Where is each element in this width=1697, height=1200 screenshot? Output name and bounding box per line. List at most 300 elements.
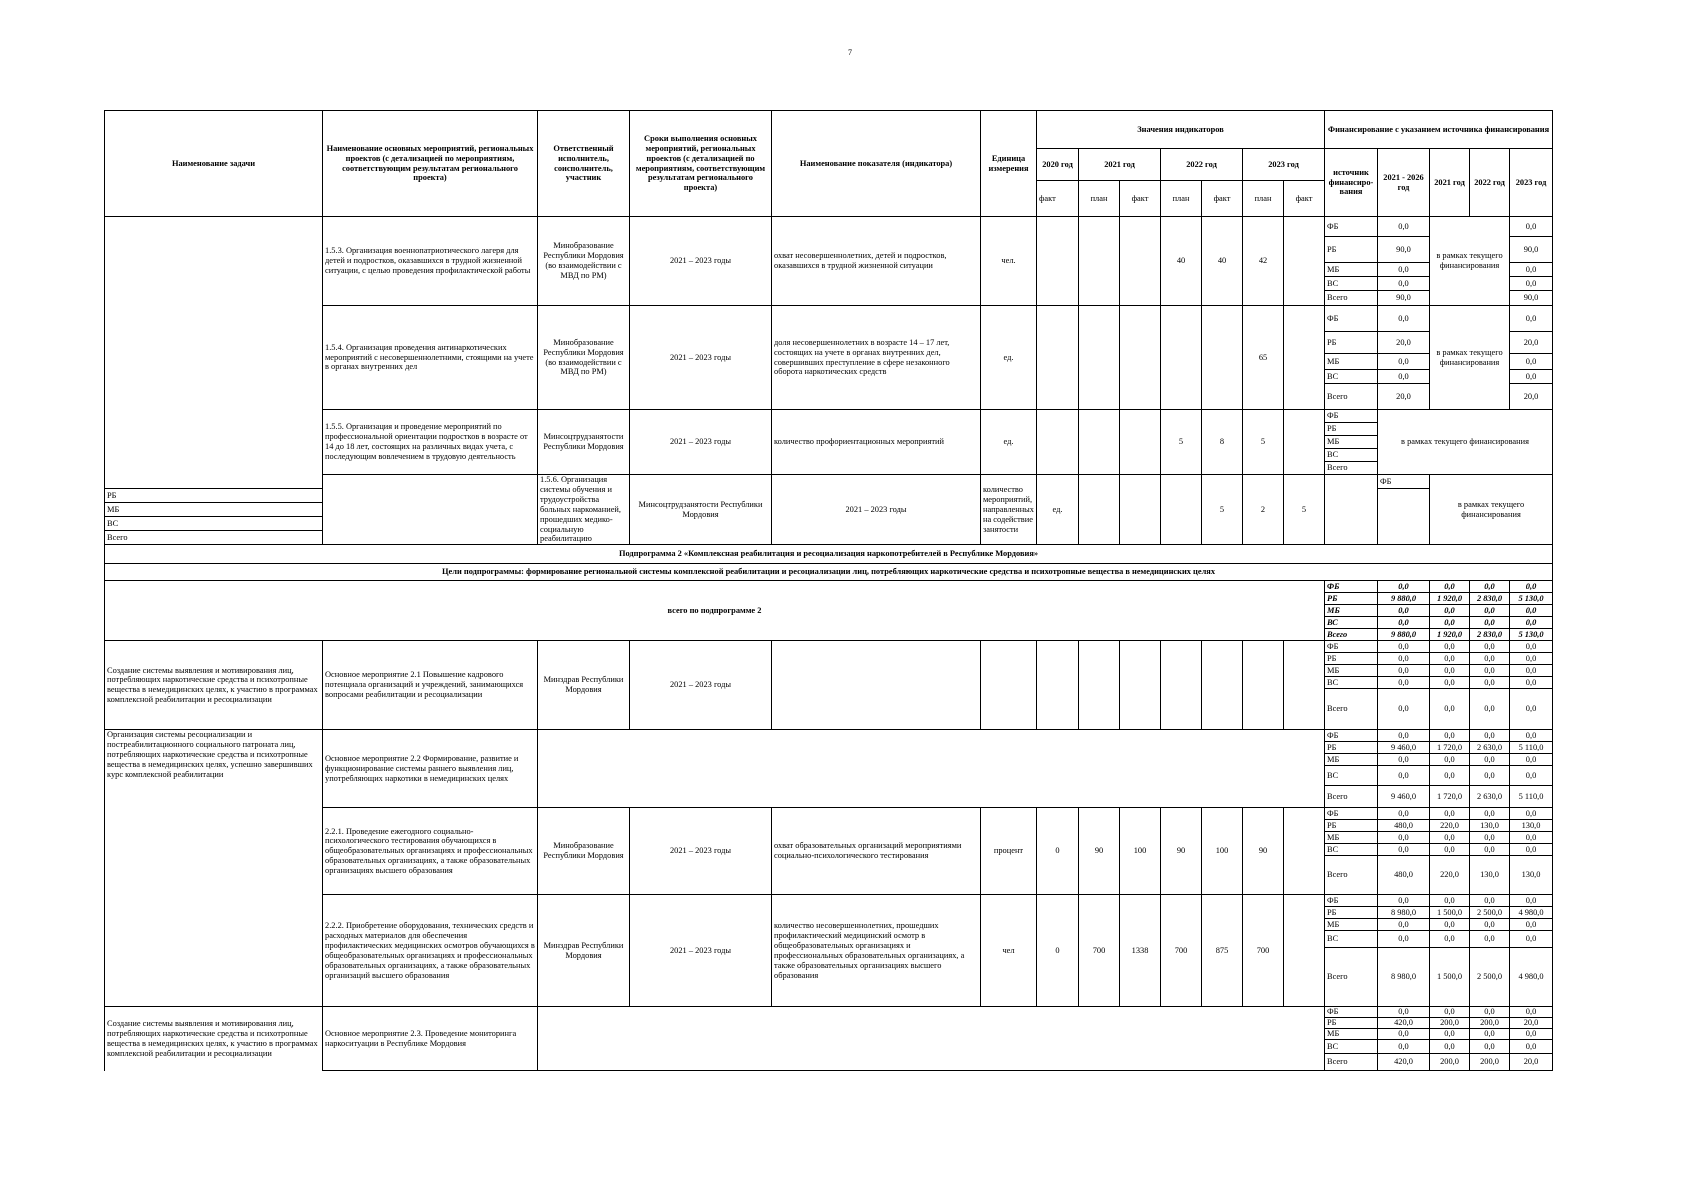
fin-2023: 0,0 <box>1510 263 1553 277</box>
header-plan-2021: план <box>1079 181 1120 217</box>
fin-total: 0,0 <box>1378 766 1430 786</box>
fin-source: Всего <box>1325 291 1378 306</box>
fin-2022: 0,0 <box>1470 581 1510 593</box>
fin-2021: 0,0 <box>1430 641 1470 653</box>
fin-2021: 0,0 <box>1430 1029 1470 1040</box>
terms-2-1: 2021 – 2023 годы <box>630 641 772 730</box>
fin-source: ВС <box>1325 844 1378 856</box>
fin-2022: 0,0 <box>1470 641 1510 653</box>
executor-1-5-4: Минобразование Республики Мордовия (во взаимодействии с МВД по РМ) <box>538 306 630 410</box>
task-cell-empty <box>105 217 323 489</box>
measure-2-2-1: 2.2.1. Проведение ежегодного социально-психологического тестирования обучающихся в общеобразовательных организациях и профессиональных образовательных организациях, а также образовательных организациях высшего образования <box>323 808 538 895</box>
fin-source: ФБ <box>1325 641 1378 653</box>
value-cell <box>1120 641 1161 730</box>
fact-2022-1-5-6: 2 <box>1243 475 1284 545</box>
fin-source: МБ <box>1325 263 1378 277</box>
executor-1-5-6: Минсоцтрудзанятости Республики Мордовия <box>630 475 772 545</box>
measure-2-3: Основное мероприятие 2.3. Проведение мониторинга наркоситуации в Республике Мордовия <box>323 1007 538 1071</box>
fin-2021: 0,0 <box>1430 617 1470 629</box>
fin-2022: 0,0 <box>1470 605 1510 617</box>
fin-total: 0,0 <box>1378 832 1430 844</box>
task-2-3: Создание системы выявления и мотивирования лиц, потребляющих наркотические средства и психотропные вещества в немедицинских целях, к участию в программах комплексной реабилитации и ресоциализации <box>105 1007 323 1071</box>
fin-source: ВС <box>1325 1040 1378 1054</box>
fin-2023: 0,0 <box>1510 895 1553 907</box>
fin-source: МБ <box>1325 832 1378 844</box>
fin-2022: 0,0 <box>1470 895 1510 907</box>
fin-2021: 0,0 <box>1430 766 1470 786</box>
header-measures: Наименование основных мероприятий, региональных проектов (с детализацией по мероприятиям, соответствующим результатам регионального проекта) <box>323 111 538 217</box>
fin-2023: 4 980,0 <box>1510 907 1553 919</box>
fin-source: МБ <box>105 503 323 517</box>
subprogram-2-title: Подпрограмма 2 «Комплексная реабилитация и ресоциализация наркопотребителей в Республике Мордовия» <box>105 545 1553 564</box>
fin-total: 0,0 <box>1378 263 1430 277</box>
measure-2-3-blank <box>538 1007 1325 1071</box>
fin-2021: 0,0 <box>1430 653 1470 665</box>
fin-source: ФБ <box>1325 410 1378 423</box>
fin-2023: 0,0 <box>1510 306 1553 332</box>
fin-2021: 0,0 <box>1430 1040 1470 1054</box>
fin-2023: 20,0 <box>1510 1054 1553 1071</box>
fin-2023: 0,0 <box>1510 581 1553 593</box>
header-2022: 2022 год <box>1161 149 1243 181</box>
fin-total: 480,0 <box>1378 820 1430 832</box>
header-f2022: 2022 год <box>1470 149 1510 217</box>
fin-2023: 0,0 <box>1510 931 1553 948</box>
plan-2022-1-5-6: 5 <box>1202 475 1243 545</box>
fin-2023: 0,0 <box>1510 832 1553 844</box>
executor-1-5-3: Минобразование Республики Мордовия (во взаимодействии с МВД по РМ) <box>538 217 630 306</box>
fin-2021: 1 500,0 <box>1430 907 1470 919</box>
measure-1-5-4: 1.5.4. Организация проведения антинаркотических мероприятий с несовершеннолетними, стоящими на учете в органах внутренних дел <box>323 306 538 410</box>
fin-2022: 2 830,0 <box>1470 593 1510 605</box>
fin-total: 0,0 <box>1378 844 1430 856</box>
plan-2023-1-5-4: 65 <box>1243 306 1284 410</box>
fin-2022: 0,0 <box>1470 653 1510 665</box>
fin-2022: 130,0 <box>1470 820 1510 832</box>
plan-2022-1-5-3: 40 <box>1161 217 1202 306</box>
fin-total: 0,0 <box>1378 677 1430 689</box>
fin-2023: 0,0 <box>1510 730 1553 742</box>
terms-2-2-2: 2021 – 2023 годы <box>630 895 772 1007</box>
fin-2021: 0,0 <box>1430 832 1470 844</box>
fin-2022: 0,0 <box>1470 832 1510 844</box>
fin-source: МБ <box>1325 605 1378 617</box>
fin-total: 20,0 <box>1378 332 1430 354</box>
fact-2022-2-2-2: 875 <box>1202 895 1243 1007</box>
fin-total: 0,0 <box>1378 217 1430 237</box>
fin-2021: 0,0 <box>1430 730 1470 742</box>
value-cell <box>1037 306 1079 410</box>
indicator-1-5-6: количество мероприятий, направленных на содействие занятости <box>981 475 1037 545</box>
fin-source: ВС <box>1325 277 1378 291</box>
fin-2023: 0,0 <box>1510 605 1553 617</box>
fin-total: 0,0 <box>1378 354 1430 370</box>
unit-1-5-3: чел. <box>981 217 1037 306</box>
fin-2021: 0,0 <box>1430 689 1470 730</box>
fin-2023: 0,0 <box>1510 354 1553 370</box>
fin-total: 0,0 <box>1378 689 1430 730</box>
fin-2022: 0,0 <box>1470 1007 1510 1018</box>
fin-source: МБ <box>1325 1029 1378 1040</box>
fin-2021: 200,0 <box>1430 1018 1470 1029</box>
fin-total: 0,0 <box>1378 919 1430 931</box>
measure-2-2: Основное мероприятие 2.2 Формирование, развитие и функционирование системы раннего выявления лиц, употребляющих наркотики в немедицинских целях <box>323 730 538 808</box>
unit-2-2-1: процент <box>981 808 1037 895</box>
fin-source: Всего <box>105 531 323 545</box>
fin-2022: 0,0 <box>1470 689 1510 730</box>
indicator-2-2-1: охват образовательных организаций мероприятиями социально-психологического тестирования <box>772 808 981 895</box>
indicator-1-5-4: доля несовершеннолетних в возрасте 14 – 17 лет, состоящих на учете в органах внутренних дел, совершивших преступление в сфере незаконного оборота наркотических средств <box>772 306 981 410</box>
header-plan-2023: план <box>1243 181 1284 217</box>
fin-source: МБ <box>1325 436 1378 449</box>
fact-2022-1-5-5: 8 <box>1202 410 1243 475</box>
terms-1-5-3: 2021 – 2023 годы <box>630 217 772 306</box>
fact-2020-2-2-2: 0 <box>1037 895 1079 1007</box>
fin-2023: 0,0 <box>1510 844 1553 856</box>
measure-2-1: Основное мероприятие 2.1 Повышение кадрового потенциала организаций и учреждений, занимающихся вопросами реабилитации и ресоциализации <box>323 641 538 730</box>
fin-total: 9 880,0 <box>1378 629 1430 641</box>
value-cell <box>1037 410 1079 475</box>
fin-2021: 0,0 <box>1430 1007 1470 1018</box>
fin-2022: 0,0 <box>1470 677 1510 689</box>
fin-total: 0,0 <box>1378 665 1430 677</box>
indicator-1-5-3: охват несовершеннолетних, детей и подростков, оказавшихся в трудной жизненной ситуации <box>772 217 981 306</box>
fin-source: РБ <box>105 489 323 503</box>
plan-2023-2-2-1: 90 <box>1243 808 1284 895</box>
fin-2021: 0,0 <box>1430 677 1470 689</box>
terms-1-5-4: 2021 – 2023 годы <box>630 306 772 410</box>
fin-2023: 130,0 <box>1510 856 1553 895</box>
fin-2023: 0,0 <box>1510 754 1553 766</box>
fin-source: Всего <box>1325 384 1378 410</box>
executor-2-1: Минздрав Республики Мордовия <box>538 641 630 730</box>
fin-source: Всего <box>1325 786 1378 808</box>
fin-source: РБ <box>1325 593 1378 605</box>
fin-total: 0,0 <box>1378 306 1430 332</box>
header-executor: Ответственный исполнитель, соисполнитель, участник <box>538 111 630 217</box>
value-cell <box>1079 217 1120 306</box>
fin-total: 90,0 <box>1378 291 1430 306</box>
value-cell <box>1079 641 1120 730</box>
page-number: 7 <box>848 48 852 57</box>
fin-2022: 2 630,0 <box>1470 786 1510 808</box>
executor-2-2-2: Минздрав Республики Мордовия <box>538 895 630 1007</box>
fin-2022: 2 500,0 <box>1470 907 1510 919</box>
fact-2022-2-2-1: 100 <box>1202 808 1243 895</box>
fin-2021: 1 920,0 <box>1430 629 1470 641</box>
fin-total: 0,0 <box>1378 605 1430 617</box>
executor-2-2-1: Минобразование Республики Мордовия <box>538 808 630 895</box>
measure-2-2-2: 2.2.2. Приобретение оборудования, технических средств и расходных материалов для обеспечения профилактических медицинских осмотров обучающихся в общеобразовательных организациях и профессиональных образовательных организациях, а также образовательных организаций высшего образования <box>323 895 538 1007</box>
fin-2021: 1 920,0 <box>1430 593 1470 605</box>
header-plan-2022: план <box>1161 181 1202 217</box>
fin-2023: 90,0 <box>1510 237 1553 263</box>
fin-source: Всего <box>1325 629 1378 641</box>
fin-2021: 0,0 <box>1430 919 1470 931</box>
fin-2023: 0,0 <box>1510 808 1553 820</box>
fin-total: 0,0 <box>1378 1040 1430 1054</box>
fin-2023: 0,0 <box>1510 689 1553 730</box>
unit-1-5-4: ед. <box>981 306 1037 410</box>
fin-2022: 0,0 <box>1470 665 1510 677</box>
header-2020: 2020 год <box>1037 149 1079 181</box>
fin-source: ФБ <box>1325 730 1378 742</box>
fin-2023: 0,0 <box>1510 665 1553 677</box>
header-finance-group: Финансирование с указанием источника финансирования <box>1325 111 1553 149</box>
fin-source: ФБ <box>1378 475 1430 489</box>
fin-source: РБ <box>1325 237 1378 263</box>
subprogram-2-total-label: всего по подпрограмме 2 <box>105 581 1325 641</box>
fin-2022: 0,0 <box>1470 808 1510 820</box>
terms-1-5-5: 2021 – 2023 годы <box>630 410 772 475</box>
fin-source: МБ <box>1325 754 1378 766</box>
fin-total: 0,0 <box>1378 895 1430 907</box>
subprogram-2-goal: Цели подпрограммы: формирование региональной системы комплексной реабилитации и ресоциализации лиц, потребляющих наркотические средства и психотропные вещества в немедицинских целях <box>105 564 1553 581</box>
task-2-1: Создание системы выявления и мотивирования лиц, потребляющих наркотические средства и психотропные вещества в немедицинских целях, к участию в программах комплексной реабилитации и ресоциализации <box>105 641 323 730</box>
fin-total: 0,0 <box>1378 581 1430 593</box>
current-financing-1-5-4: в рамках текущего финансирования <box>1430 306 1510 410</box>
unit-1-5-6: ед. <box>1037 475 1079 545</box>
fin-2022: 0,0 <box>1470 617 1510 629</box>
fin-2021: 0,0 <box>1430 844 1470 856</box>
fin-total: 8 980,0 <box>1378 948 1430 1007</box>
fin-total: 20,0 <box>1378 384 1430 410</box>
fin-total: 0,0 <box>1378 1029 1430 1040</box>
fin-total: 8 980,0 <box>1378 907 1430 919</box>
indicator-1-5-5: количество профориентационных мероприятий <box>772 410 981 475</box>
fin-2021: 0,0 <box>1430 605 1470 617</box>
fin-total: 0,0 <box>1378 370 1430 384</box>
plan-2023-1-5-5: 5 <box>1243 410 1284 475</box>
fin-source: МБ <box>1325 919 1378 931</box>
fin-2023: 0,0 <box>1510 641 1553 653</box>
value-cell <box>1161 641 1202 730</box>
fin-source: РБ <box>1325 653 1378 665</box>
header-2021: 2021 год <box>1079 149 1161 181</box>
fin-2022: 0,0 <box>1470 931 1510 948</box>
fin-2021: 1 720,0 <box>1430 742 1470 754</box>
plan-2021-2-2-2: 700 <box>1079 895 1120 1007</box>
terms-1-5-6: 2021 – 2023 годы <box>772 475 981 545</box>
header-f2021: 2021 год <box>1430 149 1470 217</box>
fin-source: РБ <box>1325 907 1378 919</box>
value-cell <box>1284 641 1325 730</box>
header-source: источник финансиро-вания <box>1325 149 1378 217</box>
value-cell <box>1120 306 1161 410</box>
fin-2021: 220,0 <box>1430 856 1470 895</box>
fin-total: 90,0 <box>1378 237 1430 263</box>
value-cell <box>1161 475 1202 545</box>
fin-2023: 20,0 <box>1510 1018 1553 1029</box>
value-cell <box>1243 641 1284 730</box>
value-cell <box>1120 475 1161 545</box>
executor-1-5-5: Минсоцтрудзанятости Республики Мордовия <box>538 410 630 475</box>
value-cell <box>1079 410 1120 475</box>
value-cell <box>1079 475 1120 545</box>
fin-2021: 200,0 <box>1430 1054 1470 1071</box>
fact-2021-2-2-1: 100 <box>1120 808 1161 895</box>
indicator-2-1 <box>772 641 981 730</box>
plan-2022-1-5-5: 5 <box>1161 410 1202 475</box>
fact-2020-2-2-1: 0 <box>1037 808 1079 895</box>
fin-2021: 0,0 <box>1430 754 1470 766</box>
fin-source: Всего <box>1325 856 1378 895</box>
fin-source: ВС <box>1325 677 1378 689</box>
fin-2023: 0,0 <box>1510 919 1553 931</box>
fin-2023: 4 980,0 <box>1510 948 1553 1007</box>
fin-total: 0,0 <box>1378 730 1430 742</box>
header-fact-2023: факт <box>1284 181 1325 217</box>
current-financing-1-5-6: в рамках текущего финансирования <box>1430 475 1553 545</box>
measure-1-5-3: 1.5.3. Организация военнопатриотического лагеря для детей и подростков, оказавшихся в трудной жизненной ситуации, с целью проведения профилактической работы <box>323 217 538 306</box>
value-cell <box>1202 641 1243 730</box>
fin-source: МБ <box>1325 354 1378 370</box>
fin-source: ВС <box>1325 370 1378 384</box>
unit-1-5-5: ед. <box>981 410 1037 475</box>
fin-source: Всего <box>1325 948 1378 1007</box>
header-fact-2022: факт <box>1202 181 1243 217</box>
fin-2021: 0,0 <box>1430 895 1470 907</box>
fin-2021: 1 720,0 <box>1430 786 1470 808</box>
value-cell <box>1325 475 1378 545</box>
header-fact-2020: факт <box>1037 181 1079 217</box>
fin-source: ВС <box>1325 931 1378 948</box>
value-cell <box>1202 306 1243 410</box>
header-terms: Сроки выполнения основных мероприятий, региональных проектов (с детализацией по мероприятиям, соответствующим результатам регионального проекта) <box>630 111 772 217</box>
fin-source: ФБ <box>1325 306 1378 332</box>
fin-total: 0,0 <box>1378 754 1430 766</box>
fin-source: РБ <box>1325 742 1378 754</box>
fin-2022: 2 500,0 <box>1470 948 1510 1007</box>
fin-2023: 0,0 <box>1510 1029 1553 1040</box>
fin-2023: 5 110,0 <box>1510 742 1553 754</box>
fin-2022: 2 830,0 <box>1470 629 1510 641</box>
fin-source: ФБ <box>1325 217 1378 237</box>
fin-2022: 0,0 <box>1470 730 1510 742</box>
fin-2023: 0,0 <box>1510 677 1553 689</box>
value-cell <box>1120 410 1161 475</box>
fin-source: ВС <box>1325 449 1378 462</box>
fin-total: 9 460,0 <box>1378 742 1430 754</box>
fin-2021: 0,0 <box>1430 665 1470 677</box>
fin-2021: 0,0 <box>1430 931 1470 948</box>
fin-2023: 20,0 <box>1510 384 1553 410</box>
fin-2022: 0,0 <box>1470 919 1510 931</box>
fin-total: 0,0 <box>1378 808 1430 820</box>
fin-total: 420,0 <box>1378 1018 1430 1029</box>
fin-2023: 0,0 <box>1510 370 1553 384</box>
fin-source: Всего <box>1325 462 1378 475</box>
fin-2021: 0,0 <box>1430 808 1470 820</box>
header-fact-2021: факт <box>1120 181 1161 217</box>
fin-total: 0,0 <box>1378 641 1430 653</box>
value-cell <box>1037 641 1079 730</box>
fin-source: ФБ <box>1325 1007 1378 1018</box>
plan-2023-1-5-6: 5 <box>1284 475 1325 545</box>
fin-source: ВС <box>105 517 323 531</box>
unit-2-2-2: чел <box>981 895 1037 1007</box>
fin-source: РБ <box>1325 1018 1378 1029</box>
fin-2023: 5 130,0 <box>1510 629 1553 641</box>
value-cell <box>1037 217 1079 306</box>
fin-source: ВС <box>1325 766 1378 786</box>
unit-2-1 <box>981 641 1037 730</box>
value-cell <box>1284 895 1325 1007</box>
fin-source: Всего <box>1325 689 1378 730</box>
fin-2023: 0,0 <box>1510 217 1553 237</box>
fin-2023: 0,0 <box>1510 1007 1553 1018</box>
header-f2021-2026: 2021 - 2026 год <box>1378 149 1430 217</box>
fin-2023: 0,0 <box>1510 277 1553 291</box>
fin-2022: 200,0 <box>1470 1018 1510 1029</box>
indicator-2-2-2: количество несовершеннолетних, прошедших профилактический медицинский осмотр в общеобразовательных организациях и профессиональных образовательных организациях, а также образовательных организациях высшего образования <box>772 895 981 1007</box>
header-f2023: 2023 год <box>1510 149 1553 217</box>
plan-2021-2-2-1: 90 <box>1079 808 1120 895</box>
value-cell <box>1284 306 1325 410</box>
fin-2022: 130,0 <box>1470 856 1510 895</box>
program-table <box>104 110 1553 1071</box>
terms-2-2-1: 2021 – 2023 годы <box>630 808 772 895</box>
fin-total: 480,0 <box>1378 856 1430 895</box>
header-2023: 2023 год <box>1243 149 1325 181</box>
fin-2021: 1 500,0 <box>1430 948 1470 1007</box>
fin-2023: 5 110,0 <box>1510 786 1553 808</box>
value-cell <box>1079 306 1120 410</box>
fin-2023: 90,0 <box>1510 291 1553 306</box>
fin-source: РБ <box>1325 423 1378 436</box>
plan-2023-2-2-2: 700 <box>1243 895 1284 1007</box>
current-financing-1-5-3: в рамках текущего финансирования <box>1430 217 1510 306</box>
header-indicator: Наименование показателя (индикатора) <box>772 111 981 217</box>
fin-source: РБ <box>1325 820 1378 832</box>
fin-total: 9 460,0 <box>1378 786 1430 808</box>
fin-2023: 130,0 <box>1510 820 1553 832</box>
fact-2022-1-5-3: 40 <box>1202 217 1243 306</box>
fin-source: ФБ <box>1325 808 1378 820</box>
fin-source: РБ <box>1325 332 1378 354</box>
fin-2021: 0,0 <box>1430 581 1470 593</box>
fin-2022: 0,0 <box>1470 1029 1510 1040</box>
task-2-2: Организация системы ресоциализации и постреабилитационного социального патроната лиц, потребляющих наркотические средства и психотропные вещества в немедицинских целях, успешно завершивших курс комплексной реабилитации <box>105 730 323 1007</box>
fin-2023: 5 130,0 <box>1510 593 1553 605</box>
fact-2021-2-2-2: 1338 <box>1120 895 1161 1007</box>
plan-2022-2-2-1: 90 <box>1161 808 1202 895</box>
fin-2022: 200,0 <box>1470 1054 1510 1071</box>
fin-total: 0,0 <box>1378 931 1430 948</box>
measure-2-2-blank <box>538 730 1325 808</box>
task-cell-empty <box>323 475 538 545</box>
fin-source: ФБ <box>1325 895 1378 907</box>
fin-total: 420,0 <box>1378 1054 1430 1071</box>
plan-2023-1-5-3: 42 <box>1243 217 1284 306</box>
header-task: Наименование задачи <box>105 111 323 217</box>
fin-source: ФБ <box>1325 581 1378 593</box>
fin-total: 0,0 <box>1378 1007 1430 1018</box>
value-cell <box>1120 217 1161 306</box>
fin-2022: 0,0 <box>1470 844 1510 856</box>
fin-total: 9 880,0 <box>1378 593 1430 605</box>
fin-2023: 0,0 <box>1510 653 1553 665</box>
measure-1-5-6: 1.5.6. Организация системы обучения и трудоустройства больных наркоманией, прошедших медико-социальную реабилитацию <box>538 475 630 545</box>
fin-source: Всего <box>1325 1054 1378 1071</box>
fin-2023: 20,0 <box>1510 332 1553 354</box>
value-cell <box>1284 217 1325 306</box>
header-unit: Единица измерения <box>981 111 1037 217</box>
fin-2023: 0,0 <box>1510 1040 1553 1054</box>
fin-total: 0,0 <box>1378 653 1430 665</box>
fin-2023: 0,0 <box>1510 617 1553 629</box>
fin-2022: 0,0 <box>1470 1040 1510 1054</box>
